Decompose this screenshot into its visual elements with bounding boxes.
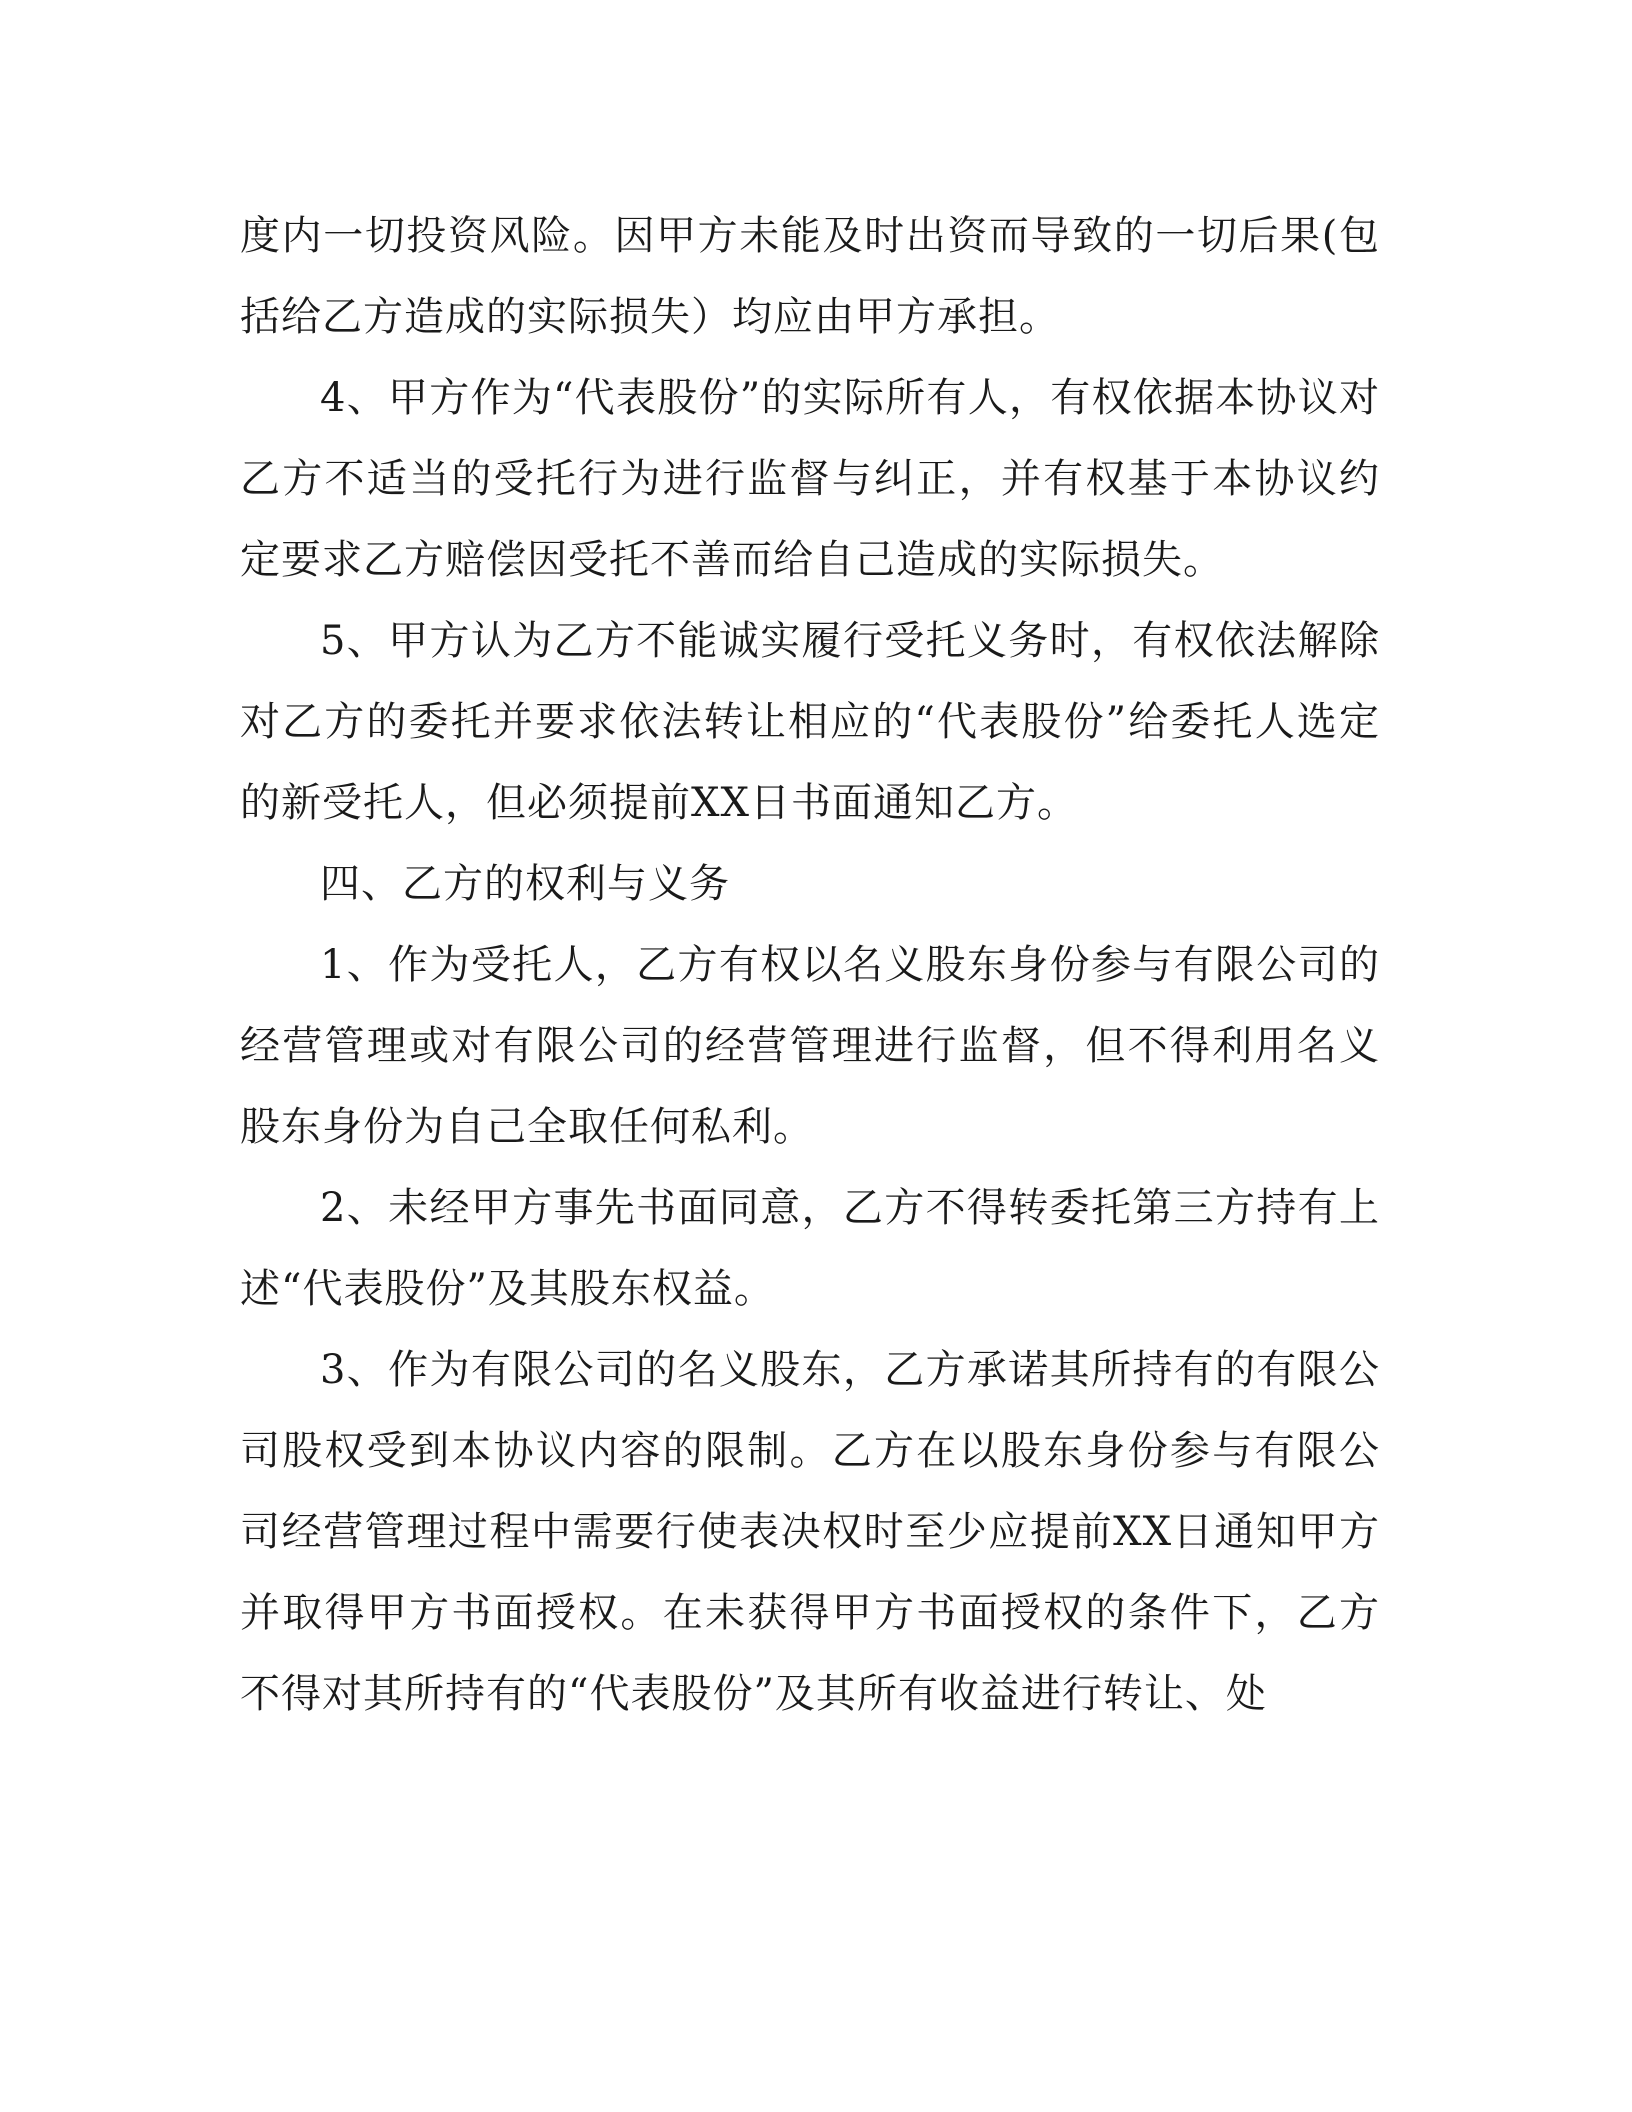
document-body — [240, 196, 1380, 1735]
paragraph-clause-4: 4、甲方作为“代表股份”的实际所有人，有权依据本协议对乙方不适当的受托行为进行监督与纠正，并有权基于本协议约定要求乙方赔偿因受托不善而给自己造成的实际损失。 — [240, 375, 1380, 583]
section-heading: 四、乙方的权利与义务 — [320, 861, 730, 907]
paragraph-continuation: 度内一切投资风险。因甲方未能及时出资而导致的一切后果(包括给乙方造成的实际损失）均应由甲方承担。 — [240, 213, 1380, 340]
paragraph-obligation-2: 2、未经甲方事先书面同意，乙方不得转委托第三方持有上述“代表股份”及其股东权益。 — [240, 1185, 1380, 1312]
paragraph-obligation-3: 3、作为有限公司的名义股东，乙方承诺其所持有的有限公司股权受到本协议内容的限制。乙方在以股东身份参与有限公司经营管理过程中需要行使表决权时至少应提前XX日通知甲方并取得甲方书面授权。在未获得甲方书面授权的条件下，乙方不得对其所持有的“代表股份”及其所有收益进行转让、处 — [240, 1347, 1380, 1717]
paragraph-clause-5: 5、甲方认为乙方不能诚实履行受托义务时，有权依法解除对乙方的委托并要求依法转让相应的“代表股份”给委托人选定的新受托人，但必须提前XX日书面通知乙方。 — [240, 618, 1380, 826]
paragraph-obligation-1: 1、作为受托人，乙方有权以名义股东身份参与有限公司的经营管理或对有限公司的经营管理进行监督，但不得利用名义股东身份为自己全取任何私利。 — [240, 942, 1380, 1150]
